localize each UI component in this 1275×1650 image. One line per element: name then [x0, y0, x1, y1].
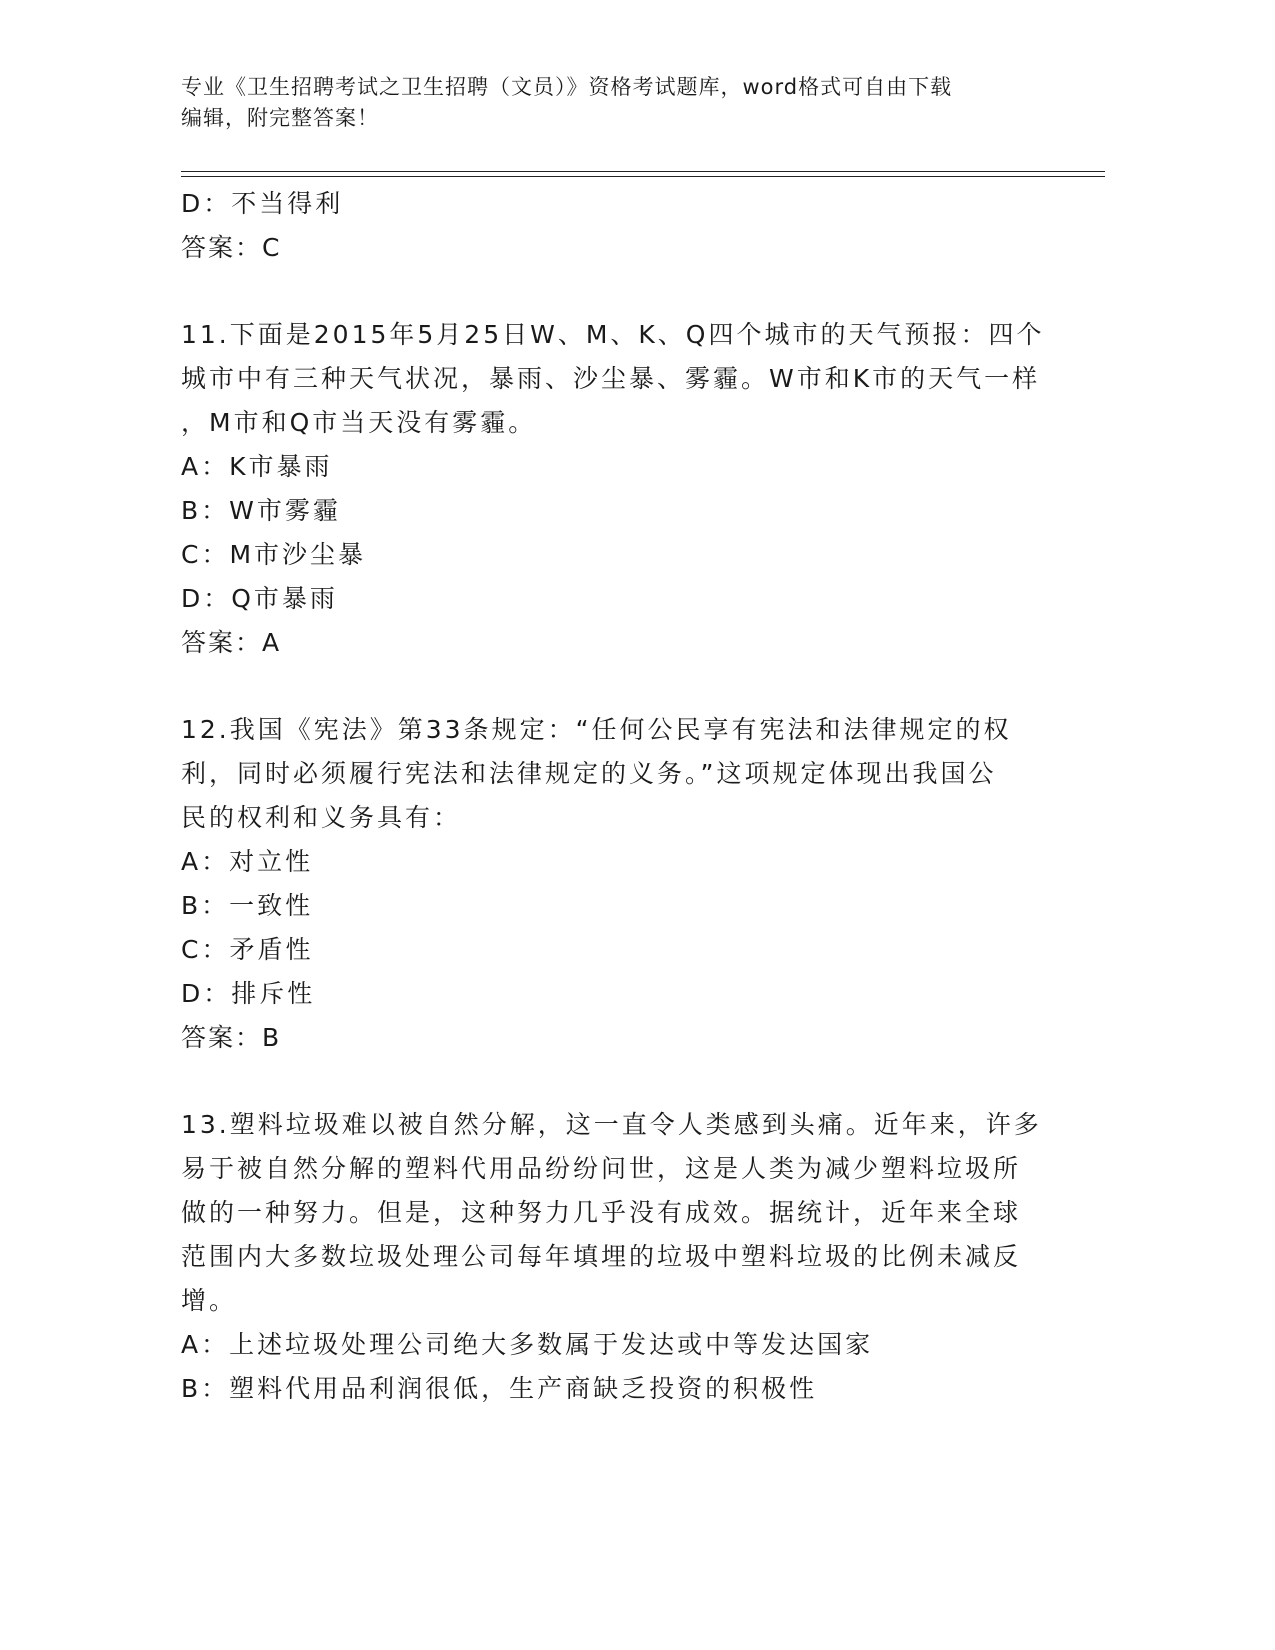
question-line: 增。	[181, 1286, 238, 1315]
option-a: A：对立性	[181, 847, 314, 876]
question-content	[181, 182, 1045, 1411]
option-b: B：一致性	[181, 891, 314, 920]
question-text	[181, 313, 1045, 445]
spacer	[181, 665, 1041, 708]
question-line: 城市中有三种天气状况，暴雨、沙尘暴、雾霾。W市和K市的天气一样	[181, 364, 1041, 393]
answer-line: 答案：C	[181, 233, 282, 262]
option-b: B：W市雾霾	[181, 496, 341, 525]
option-c: C：M市沙尘暴	[181, 540, 367, 569]
question-text	[181, 708, 1041, 840]
question-line: 13.塑料垃圾难以被自然分解，这一直令人类感到头痛。近年来，许多	[181, 1110, 1042, 1139]
option-a: A：K市暴雨	[181, 452, 333, 481]
option-d: D：Q市暴雨	[181, 584, 338, 613]
option-c: C：矛盾性	[181, 935, 314, 964]
option-b: B：塑料代用品利润很低，生产商缺乏投资的积极性	[181, 1374, 818, 1403]
question-line: 11.下面是2015年5月25日W、M、K、Q四个城市的天气预报：四个	[181, 320, 1045, 349]
question-line: ，M市和Q市当天没有雾霾。	[181, 408, 537, 437]
header-line-1: 专业《卫生招聘考试之卫生招聘（文员）》资格考试题库，word格式可自由下载	[181, 75, 953, 99]
option-d: D：不当得利	[181, 189, 344, 218]
question-10-tail	[181, 182, 1041, 270]
question-line: 做的一种努力。但是，这种努力几乎没有成效。据统计，近年来全球	[181, 1198, 1022, 1227]
question-11	[181, 313, 1045, 665]
question-text	[181, 1103, 1041, 1323]
question-line: 民的权利和义务具有：	[181, 803, 462, 832]
answer-line: 答案：B	[181, 1023, 282, 1052]
question-line: 利，同时必须履行宪法和法律规定的义务。”这项规定体现出我国公	[181, 759, 997, 788]
question-line: 范围内大多数垃圾处理公司每年填埋的垃圾中塑料垃圾的比例未减反	[181, 1242, 1022, 1271]
header-divider-top	[181, 171, 1105, 172]
question-line: 易于被自然分解的塑料代用品纷纷问世，这是人类为减少塑料垃圾所	[181, 1154, 1022, 1183]
header-divider-bottom	[181, 176, 1105, 177]
option-d: D：排斥性	[181, 979, 316, 1008]
question-line: 12.我国《宪法》第33条规定：“任何公民享有宪法和法律规定的权	[181, 715, 1012, 744]
header-line-2: 编辑，附完整答案！	[181, 106, 379, 130]
question-12	[181, 708, 1041, 1060]
spacer	[181, 1060, 1041, 1103]
question-13	[181, 1103, 1041, 1411]
option-a: A：上述垃圾处理公司绝大多数属于发达或中等发达国家	[181, 1330, 874, 1359]
spacer	[181, 270, 1041, 313]
answer-line: 答案：A	[181, 628, 282, 657]
page-header	[181, 72, 1041, 134]
